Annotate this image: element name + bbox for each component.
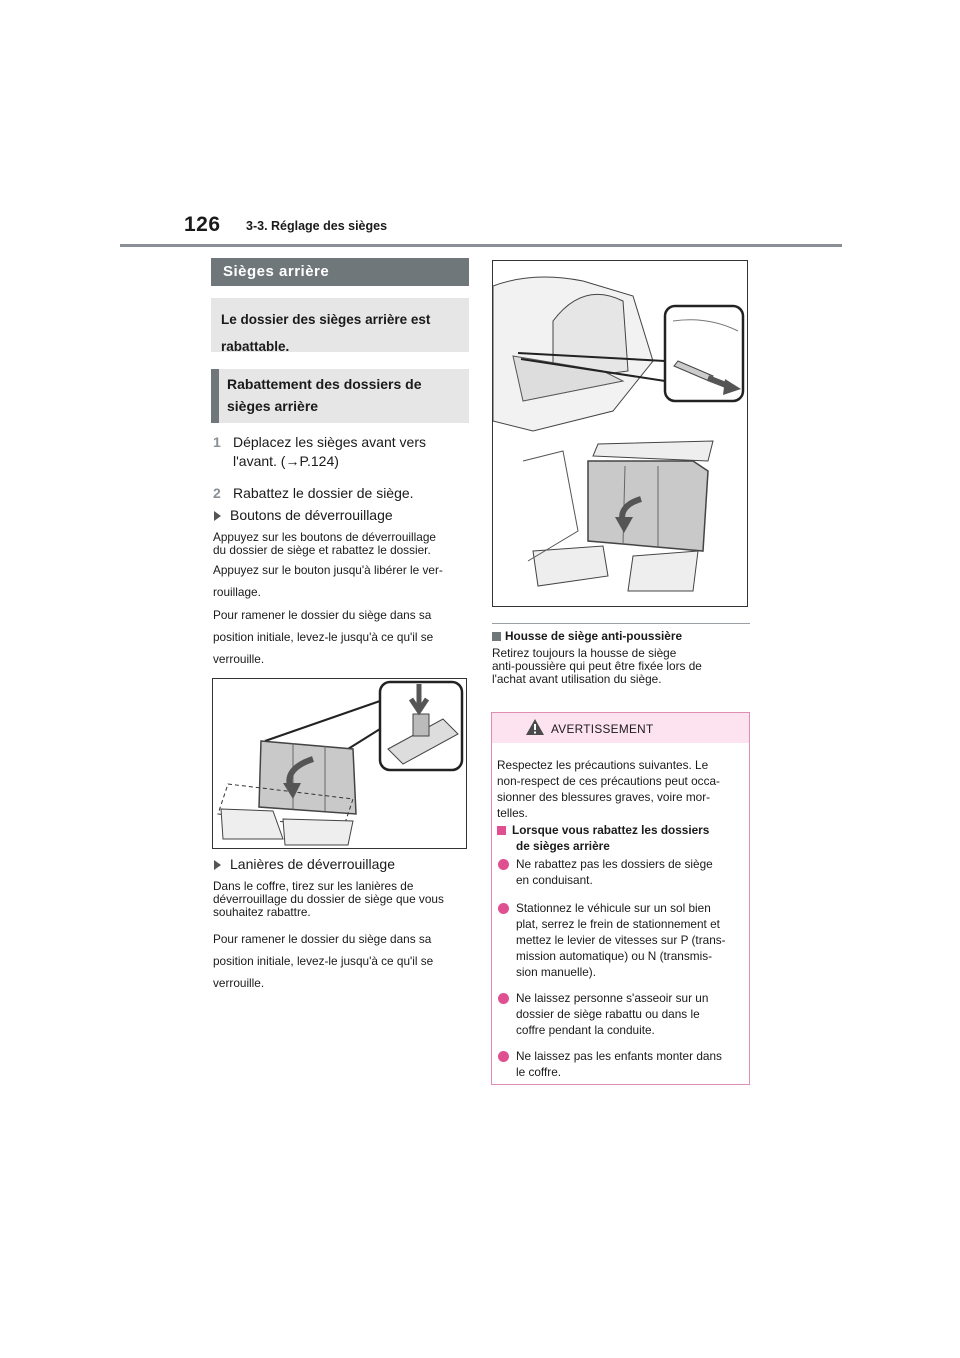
paragraph-dust-cover — [492, 647, 750, 686]
triangle-bullet-icon — [214, 511, 221, 521]
paragraph-2 — [213, 559, 471, 603]
header-rule — [120, 244, 842, 247]
paragraph-5-line: Pour ramener le dossier du siège dans sa — [213, 932, 432, 946]
intro-line-1: Le dossier des sièges arrière est — [221, 312, 431, 327]
paragraph-1-line: du dossier de siège et rabattez le dossier. — [213, 543, 431, 557]
bullet-release-straps-label: Lanières de déverrouillage — [230, 856, 395, 872]
warning-item-3 — [516, 990, 708, 1038]
warning-subheading-line: Lorsque vous rabattez les dossiers — [512, 823, 710, 837]
paragraph-3-line: Pour ramener le dossier du siège dans sa — [213, 608, 432, 622]
heading-rear-seats: Sièges arrière — [211, 258, 469, 286]
paragraph-3 — [213, 604, 471, 670]
bullet-release-straps — [214, 856, 395, 872]
paragraph-3-line: verrouille. — [213, 652, 265, 666]
warning-item-line: Ne laissez pas les enfants monter dans — [516, 1049, 722, 1063]
paragraph-5 — [213, 928, 471, 994]
bullet-release-buttons — [214, 507, 393, 523]
bullet-release-buttons-label: Boutons de déverrouillage — [230, 507, 393, 523]
square-bullet-icon — [492, 632, 501, 641]
warning-item-line: Ne laissez personne s'asseoir sur un — [516, 991, 709, 1005]
paragraph-1 — [213, 531, 471, 557]
warning-header — [492, 713, 749, 743]
paragraph-dust-cover-line: anti-poussière qui peut être fixée lors de — [492, 659, 702, 673]
warning-title: AVERTISSEMENT — [551, 722, 654, 736]
step-2-number: 2 — [213, 485, 221, 501]
warning-intro-line: sionner des blessures graves, voire mor- — [497, 790, 711, 804]
circle-bullet-icon — [498, 993, 509, 1004]
warning-intro-line: Respectez les précautions suivantes. Le — [497, 758, 709, 772]
warning-item-line: mission automatique) ou N (transmis- — [516, 949, 713, 963]
square-bullet-icon — [497, 826, 506, 835]
step-1-number: 1 — [213, 434, 221, 450]
warning-item-2 — [516, 900, 726, 980]
paragraph-3-line: position initiale, levez-le jusqu'à ce qu'il se — [213, 630, 434, 644]
warning-item-line: Ne rabattez pas les dossiers de siège — [516, 857, 713, 871]
subheading-line-2: sièges arrière — [227, 398, 319, 414]
seat-release-illustration — [213, 679, 466, 848]
subheading-folding — [211, 369, 469, 423]
subheading-line-1: Rabattement des dossiers de — [227, 376, 422, 392]
paragraph-1-line: Appuyez sur les boutons de déverrouillage — [213, 530, 436, 544]
triangle-bullet-icon — [214, 860, 221, 870]
paragraph-dust-cover-line: Retirez toujours la housse de siège — [492, 646, 677, 660]
page-number: 126 — [184, 213, 221, 236]
paragraph-5-line: verrouille. — [213, 976, 265, 990]
step-2 — [213, 481, 469, 505]
warning-item-line: dossier de siège rabattu ou dans le — [516, 1007, 700, 1021]
paragraph-5-line: position initiale, levez-le jusqu'à ce qu'il se — [213, 954, 434, 968]
paragraph-4-line: Dans le coffre, tirez sur les lanières de — [213, 879, 414, 893]
circle-bullet-icon — [498, 1051, 509, 1062]
circle-bullet-icon — [498, 903, 509, 914]
figure-release-button — [212, 678, 467, 849]
paragraph-dust-cover-line: l'achat avant utilisation du siège. — [492, 672, 662, 686]
step-2-text: Rabattez le dossier de siège. — [233, 485, 414, 501]
warning-item-line: sion manuelle). — [516, 965, 596, 979]
figure-release-straps — [492, 260, 748, 607]
paragraph-4-line: déverrouillage du dossier de siège que vous — [213, 892, 444, 906]
step-1-continuation: l'avant. (→P.124) — [233, 453, 339, 469]
paragraph-4-line: souhaitez rabattre. — [213, 905, 311, 919]
intro-box — [211, 298, 469, 352]
step-1-text: Déplacez les sièges avant vers — [233, 434, 426, 450]
warning-item-1 — [516, 856, 713, 888]
paragraph-2-line: Appuyez sur le bouton jusqu'à libérer le ver- — [213, 563, 443, 577]
paragraph-2-line: rouillage. — [213, 585, 261, 599]
heading-dust-cover-label: Housse de siège anti-poussière — [505, 629, 683, 643]
circle-bullet-icon — [498, 859, 509, 870]
warning-item-line: coffre pendant la conduite. — [516, 1023, 655, 1037]
trunk-strap-illustration — [493, 261, 747, 606]
warning-item-line: en conduisant. — [516, 873, 593, 887]
warning-intro-line: telles. — [497, 806, 528, 820]
warning-intro — [497, 757, 720, 821]
divider — [492, 623, 750, 624]
warning-item-line: le coffre. — [516, 1065, 562, 1079]
step-1 — [213, 430, 469, 454]
intro-line-2: rabattable. — [221, 339, 290, 354]
section-title: 3-3. Réglage des sièges — [246, 219, 388, 233]
warning-item-line: plat, serrez le frein de stationnement et — [516, 917, 720, 931]
paragraph-4 — [213, 880, 471, 919]
warning-item-line: mettez le levier de vitesses sur P (trans- — [516, 933, 726, 947]
warning-subheading-line: de sièges arrière — [516, 839, 610, 853]
warning-box — [491, 712, 750, 1085]
warning-item-4 — [516, 1048, 722, 1080]
warning-subheading — [497, 822, 709, 854]
warning-intro-line: non-respect de ces précautions peut occa- — [497, 774, 720, 788]
warning-triangle-icon — [525, 718, 545, 736]
warning-item-line: Stationnez le véhicule sur un sol bien — [516, 901, 711, 915]
heading-dust-cover — [492, 629, 682, 643]
